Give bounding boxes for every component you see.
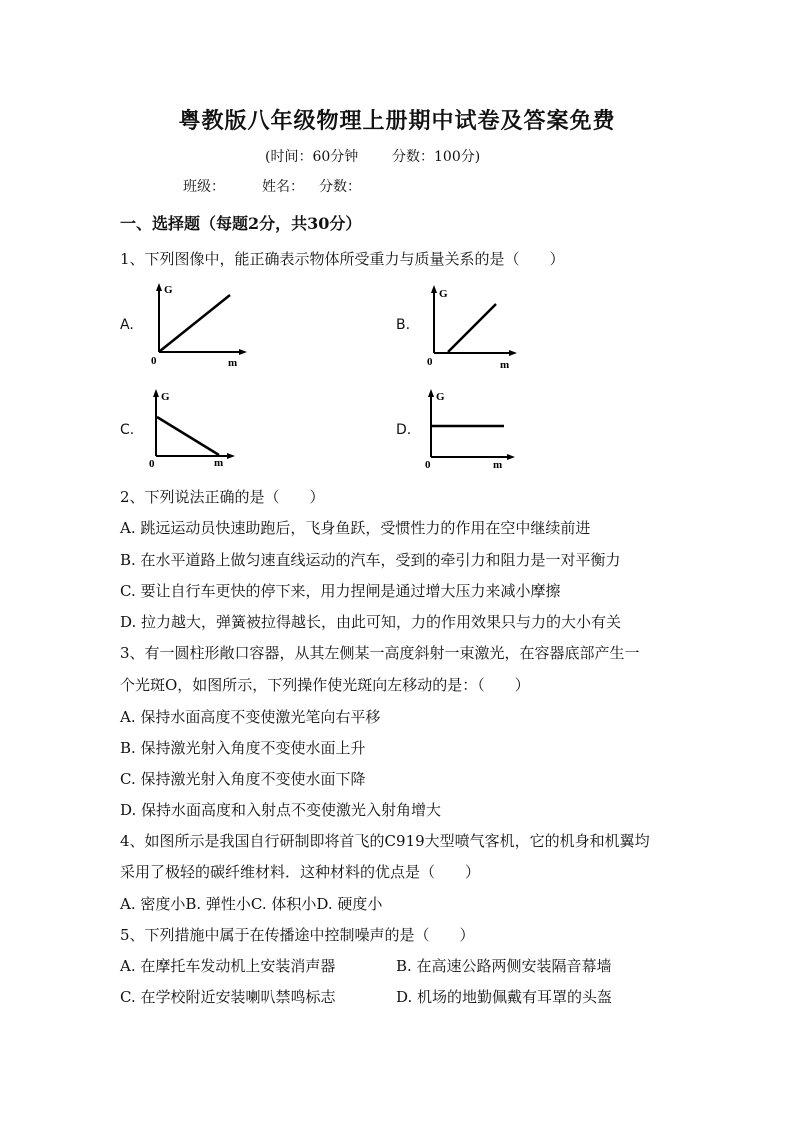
question-4-line-2: 采用了极轻的碳纤维材料．这种材料的优点是（ ）: [120, 863, 481, 881]
q5-option-a: A. 在摩托车发动机上安装消声器: [120, 957, 336, 975]
graph-a-y-label: G: [164, 284, 173, 296]
q3-option-b: B. 保持激光射入角度不变使水面上升: [120, 739, 366, 757]
exam-time: (时间：60分钟: [265, 149, 359, 165]
question-1: 1、下列图像中，能正确表示物体所受重力与质量关系的是（ ）: [120, 250, 565, 268]
graph-d-label: D.: [396, 422, 412, 438]
question-3-line-2: 个光斑O，如图所示，下列操作使光斑向左移动的是：（ ）: [120, 676, 530, 694]
question-2: 2、下列说法正确的是（ ）: [120, 488, 325, 506]
question-5: 5、下列措施中属于在传播途中控制噪声的是（ ）: [120, 926, 475, 944]
graph-a-x-label: m: [228, 357, 238, 369]
graph-b: [424, 282, 524, 372]
q3-option-a: A. 保持水面高度不变使激光笔向右平移: [120, 708, 381, 726]
q2-option-b: B. 在水平道路上做匀速直线运动的汽车，受到的牵引力和阻力是一对平衡力: [120, 551, 621, 569]
graph-a-label: A.: [120, 317, 134, 333]
exam-total-score: 分数：100分): [392, 149, 481, 165]
graph-a: [148, 280, 248, 370]
q2-option-c: C. 要让自行车更快的停下来，用力捏闸是通过增大压力来减小摩擦: [120, 582, 561, 600]
graph-a-origin: 0: [151, 355, 157, 367]
graph-d-origin: 0: [425, 459, 431, 471]
name-field: 姓名：: [262, 179, 304, 195]
graph-d-x-label: m: [493, 459, 503, 471]
class-field: 班级：: [183, 179, 225, 195]
graph-c-x-label: m: [214, 457, 224, 469]
q2-option-d: D. 拉力越大，弹簧被拉得越长，由此可知，力的作用效果只与力的大小有关: [120, 613, 622, 631]
graph-b-y-label: G: [439, 288, 448, 300]
question-3-line-1: 3、有一圆柱形敞口容器，从其左侧某一高度斜射一束激光，在容器底部产生一: [120, 644, 640, 662]
q4-options: A. 密度小B. 弹性小C. 体积小D. 硬度小: [120, 895, 383, 913]
graph-c-label: C.: [120, 422, 135, 438]
section-heading: 一、选择题（每题2分，共30分）: [120, 214, 362, 233]
q5-option-b: B. 在高速公路两侧安装隔音幕墙: [396, 957, 612, 975]
score-field: 分数：: [319, 179, 361, 195]
graph-c-origin: 0: [149, 458, 155, 470]
graph-b-label: B.: [396, 317, 411, 333]
graph-b-x-label: m: [500, 359, 510, 371]
graph-c: [144, 386, 244, 476]
q3-option-c: C. 保持激光射入角度不变使水面下降: [120, 770, 366, 788]
q2-option-a: A. 跳远运动员快速助跑后，飞身鱼跃，受惯性力的作用在空中继续前进: [120, 519, 591, 537]
q5-option-c: C. 在学校附近安装喇叭禁鸣标志: [120, 988, 336, 1006]
graph-d-y-label: G: [436, 391, 445, 403]
q5-option-d: D. 机场的地勤佩戴有耳罩的头盔: [396, 988, 613, 1006]
graph-d: [420, 386, 520, 476]
page-title: 粤教版八年级物理上册期中试卷及答案免费: [178, 108, 616, 134]
question-4-line-1: 4、如图所示是我国自行研制即将首飞的C919大型喷气客机，它的机身和机翼均: [120, 832, 650, 850]
q3-option-d: D. 保持水面高度和入射点不变使激光入射角增大: [120, 801, 442, 819]
graph-c-y-label: G: [161, 391, 170, 403]
graph-b-origin: 0: [427, 356, 433, 368]
